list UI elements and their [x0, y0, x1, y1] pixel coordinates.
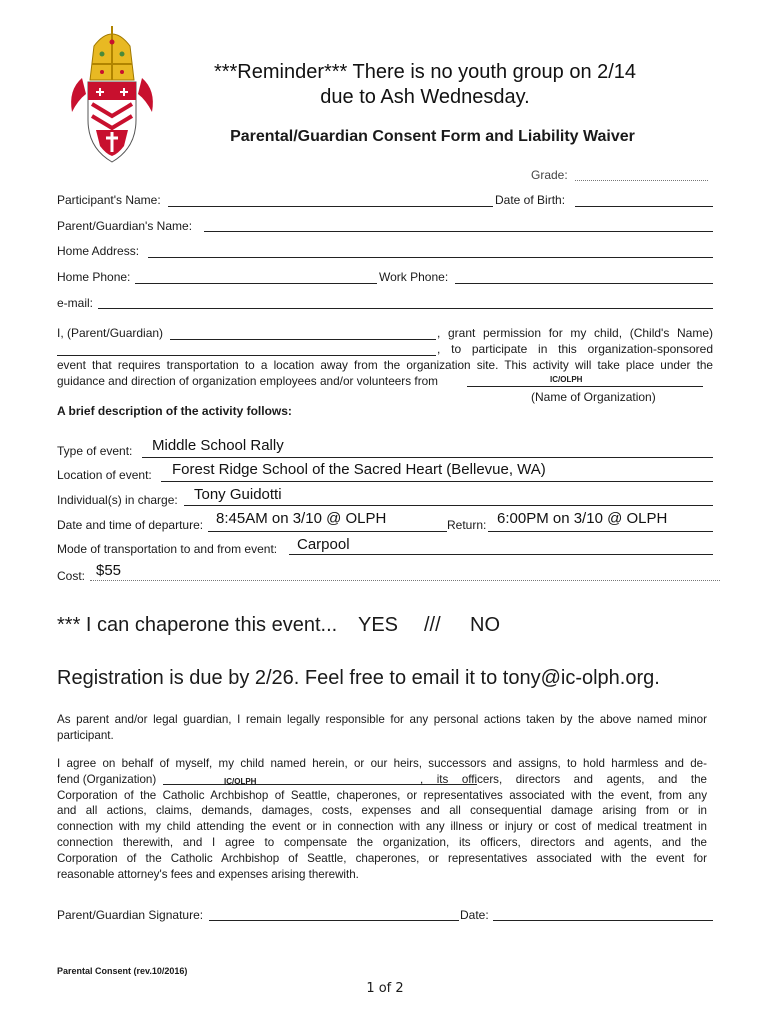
home-address-field[interactable]: [148, 257, 713, 258]
form-revision: Parental Consent (rev.10/2016): [57, 966, 188, 976]
registration-notice: Registration is due by 2/26. Feel free to email it to tony@ic-olph.org.: [57, 667, 660, 689]
waiver-officers-text: , its officers, directors and agents, and the: [420, 772, 707, 786]
transport-value: Carpool: [297, 536, 350, 553]
waiver-line1: I agree on behalf of myself, my child named herein, or our heirs, successors and assigns, to hold harmless and de-: [57, 757, 707, 770]
chaperone-yes-option[interactable]: YES: [358, 614, 399, 636]
work-phone-field[interactable]: [455, 283, 713, 284]
waiver-paragraph: [57, 756, 707, 882]
signature-label: Parent/Guardian Signature:: [57, 908, 204, 922]
event-type-field[interactable]: [142, 457, 713, 458]
permission-participate-text: , to participate in this organization-sponsored: [437, 342, 713, 356]
responsibility-line1: As parent and/or legal guardian, I remain legally responsible for any personal actions taken by the above named minor: [57, 713, 707, 726]
departure-label: Date and time of departure:: [57, 518, 204, 532]
organization-name-field[interactable]: [467, 386, 703, 387]
transport-field[interactable]: [289, 554, 713, 555]
signature-field[interactable]: [209, 920, 459, 921]
permission-child-field[interactable]: [57, 355, 436, 356]
waiver-line3: Corporation of the Catholic Archbishop of Seattle, chaperones, or representatives associated with the event, from any: [57, 788, 707, 802]
permission-guardian-label: I, (Parent/Guardian): [57, 326, 164, 340]
grade-field[interactable]: [575, 180, 708, 181]
home-phone-field[interactable]: [135, 283, 377, 284]
return-field[interactable]: [488, 531, 713, 532]
event-location-value: Forest Ridge School of the Sacred Heart (Bellevue, WA): [172, 461, 546, 478]
participant-name-field[interactable]: [168, 206, 493, 207]
grade-label: Grade:: [531, 168, 568, 182]
waiver-line6: connection therewith, and I agree to compensate the organization, its officers, directors and agents, and the: [57, 835, 707, 849]
individual-in-charge-value: Tony Guidotti: [194, 486, 282, 503]
organization-name-caption: (Name of Organization): [531, 390, 656, 404]
page-number: 1 of 2: [366, 981, 404, 996]
cost-field[interactable]: [90, 580, 720, 581]
permission-event-text: event that requires transportation to a location away from the organization site. This activity will take place under the: [57, 358, 713, 372]
departure-field[interactable]: [208, 531, 447, 532]
dob-label: Date of Birth:: [495, 193, 566, 207]
departure-value: 8:45AM on 3/10 @ OLPH: [216, 510, 387, 527]
work-phone-label: Work Phone:: [379, 270, 449, 284]
reminder-line1: ***Reminder*** There is no youth group on 2/14: [213, 61, 637, 83]
responsibility-paragraph: [57, 712, 707, 744]
waiver-organization-value: IC/OLPH: [224, 776, 257, 786]
participant-name-label: Participant's Name:: [57, 193, 161, 207]
dob-field[interactable]: [575, 206, 713, 207]
reminder-notice: [160, 60, 690, 110]
permission-guardian-field[interactable]: [170, 339, 436, 340]
event-type-label: Type of event:: [57, 444, 133, 458]
event-type-value: Middle School Rally: [152, 437, 284, 454]
transport-label: Mode of transportation to and from event:: [57, 542, 278, 556]
home-address-label: Home Address:: [57, 244, 140, 258]
chaperone-no-option[interactable]: NO: [470, 614, 500, 636]
event-location-label: Location of event:: [57, 468, 152, 482]
organization-name-value: IC/OLPH: [550, 375, 583, 384]
email-field[interactable]: [98, 308, 713, 309]
waiver-organization-label: fend (Organization): [57, 772, 157, 786]
guardian-name-label: Parent/Guardian's Name:: [57, 219, 193, 233]
cost-value: $55: [96, 562, 122, 579]
chaperone-separator: ///: [424, 614, 441, 636]
waiver-line2: [57, 772, 707, 788]
individual-in-charge-field[interactable]: [184, 505, 713, 506]
form-title: Parental/Guardian Consent Form and Liability Waiver: [230, 128, 635, 145]
chaperone-question: *** I can chaperone this event...: [57, 614, 338, 636]
return-value: 6:00PM on 3/10 @ OLPH: [497, 510, 668, 527]
home-phone-label: Home Phone:: [57, 270, 131, 284]
guardian-name-field[interactable]: [204, 231, 713, 232]
responsibility-line2: participant.: [57, 728, 114, 742]
reminder-line2: due to Ash Wednesday.: [320, 86, 530, 108]
permission-guidance-text: guidance and direction of organization employees and/or volunteers from: [57, 374, 439, 388]
waiver-line5: connection with my child attending the event or in connection with any illness or injury or cost of medical treatment in: [57, 820, 707, 834]
permission-child-label: , grant permission for my child, (Child's Name): [437, 326, 713, 340]
waiver-line4: and all actions, claims, demands, damages, costs, expenses and all consequential damage arising from or in: [57, 804, 707, 818]
waiver-line8: reasonable attorney's fees and expenses arising therewith.: [57, 867, 359, 881]
signature-date-field[interactable]: [493, 920, 713, 921]
archdiocese-crest-logo: [62, 20, 162, 170]
waiver-line7: Corporation of the Catholic Archbishop of Seattle, chaperones, or representatives associated with the event for: [57, 851, 707, 865]
individual-in-charge-label: Individual(s) in charge:: [57, 493, 178, 507]
return-label: Return:: [447, 518, 487, 532]
event-location-field[interactable]: [161, 481, 713, 482]
cost-label: Cost:: [57, 569, 86, 583]
email-label: e-mail:: [57, 296, 94, 310]
signature-date-label: Date:: [460, 908, 489, 922]
activity-heading: A brief description of the activity follows:: [57, 404, 292, 418]
